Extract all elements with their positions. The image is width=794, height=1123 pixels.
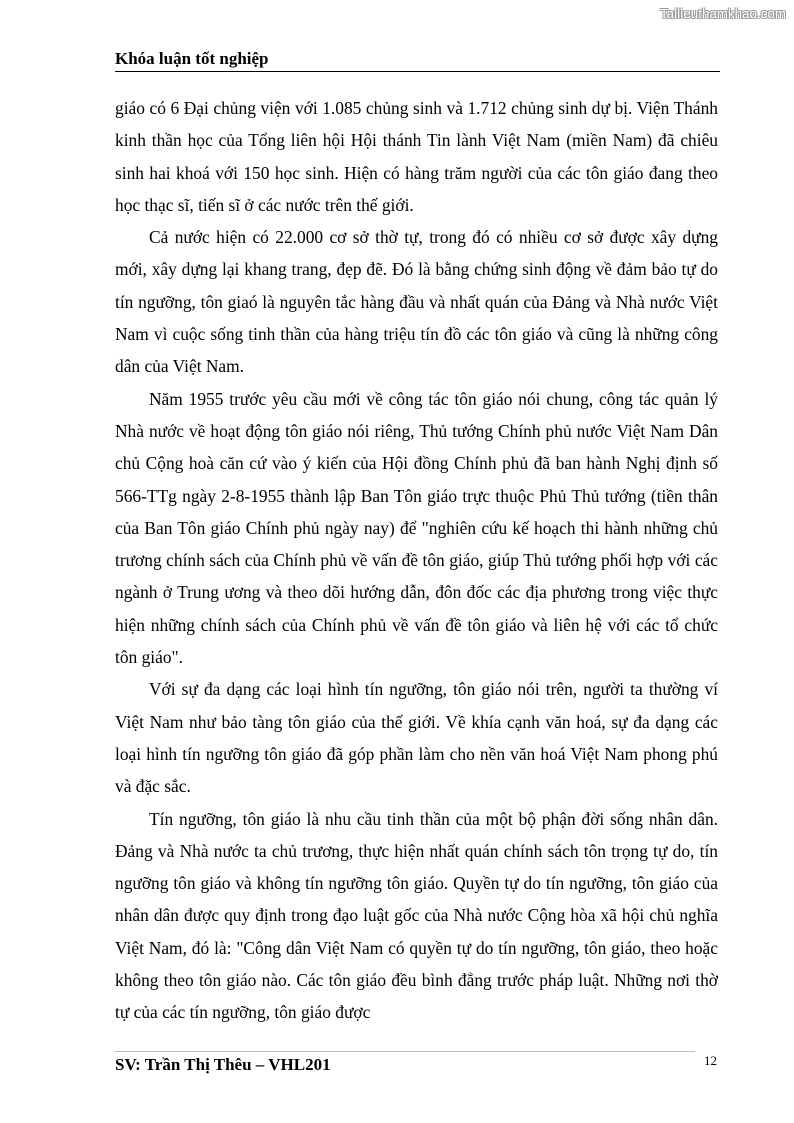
- header-divider: [115, 71, 720, 72]
- page-header-title: Khóa luận tốt nghiệp: [115, 49, 269, 68]
- paragraph-1: giáo có 6 Đại chủng viện với 1.085 chủng sinh và 1.712 chủng sinh dự bị. Viện Thánh kinh thần học của Tổng liên hội Hội thánh Tin lành Việt Nam (miền Nam) đã chiêu sinh hai khoá với 150 học sinh. Hiện có hàng trăm người của các tôn giáo đang theo học thạc sĩ, tiến sĩ ở các nước trên thế giới.: [115, 98, 718, 215]
- paragraph-3: Năm 1955 trước yêu cầu mới về công tác tôn giáo nói chung, công tác quản lý Nhà nước về hoạt động tôn giáo nói riêng, Thủ tướng Chính phủ nước Việt Nam Dân chủ Cộng hoà căn cứ vào ý kiến của Hội đồng Chính phủ đã ban hành Nghị định số 566-TTg ngày 2-8-1955 thành lập Ban Tôn giáo trực thuộc Phủ Thủ tướng (tiền thân của Ban Tôn giáo Chính phủ ngày nay) để "nghiên cứu kế hoạch thi hành những chủ trương chính sách của Chính phủ về vấn đề tôn giáo, giúp Thủ tướng phối hợp với các ngành ở Trung ương và theo dõi hướng dẫn, đôn đốc các địa phương trong việc thực hiện những chính sách của Chính phủ về vấn đề tôn giáo và liên hệ với các tổ chức tôn giáo".: [115, 388, 718, 668]
- paragraph-5: Tín ngưỡng, tôn giáo là nhu cầu tinh thần của một bộ phận đời sống nhân dân. Đảng và Nhà nước ta chủ trương, thực hiện nhất quán chính sách tôn trọng tự do, tín ngưỡng tôn giáo và không tín ngưỡng tôn giáo. Quyền tự do tín ngưỡng, tôn giáo của nhân dân được quy định trong đạo luật gốc của Nhà nước Cộng hòa xã hội chủ nghĩa Việt Nam, đó là: "Công dân Việt Nam có quyền tự do tín ngưỡng, tôn giáo, theo hoặc không theo tôn giáo nào. Các tôn giáo đều bình đẳng trước pháp luật. Những nơi thờ tự của các tín ngưỡng, tôn giáo được: [115, 808, 718, 1023]
- paragraph-2: Cả nước hiện có 22.000 cơ sở thờ tự, trong đó có nhiều cơ sở được xây dựng mới, xây dựng lại khang trang, đẹp đẽ. Đó là bằng chứng sinh động về đảm bảo tự do tín ngưỡng, tôn giaó là nguyên tắc hàng đầu và nhất quán của Đảng và Nhà nước Việt Nam vì cuộc sống tinh thần của hàng triệu tín đồ các tôn giáo và cũng là những công dân của Việt Nam.: [115, 227, 718, 377]
- page-number: 12: [704, 1053, 717, 1068]
- footer-divider: [115, 1051, 695, 1052]
- paragraph-4: Với sự đa dạng các loại hình tín ngưỡng, tôn giáo nói trên, người ta thường ví Việt Nam như bảo tàng tôn giáo của thế giới. Về khía cạnh văn hoá, sự đa dạng các loại hình tín ngưỡng tôn giáo đã góp phần làm cho nền văn hoá Việt Nam phong phú và đặc sắc.: [115, 679, 718, 797]
- document-body: [115, 92, 718, 1029]
- watermark: Tailieuthamkhao.com: [660, 6, 786, 21]
- footer-author: SV: Trần Thị Thêu – VHL201: [115, 1055, 331, 1074]
